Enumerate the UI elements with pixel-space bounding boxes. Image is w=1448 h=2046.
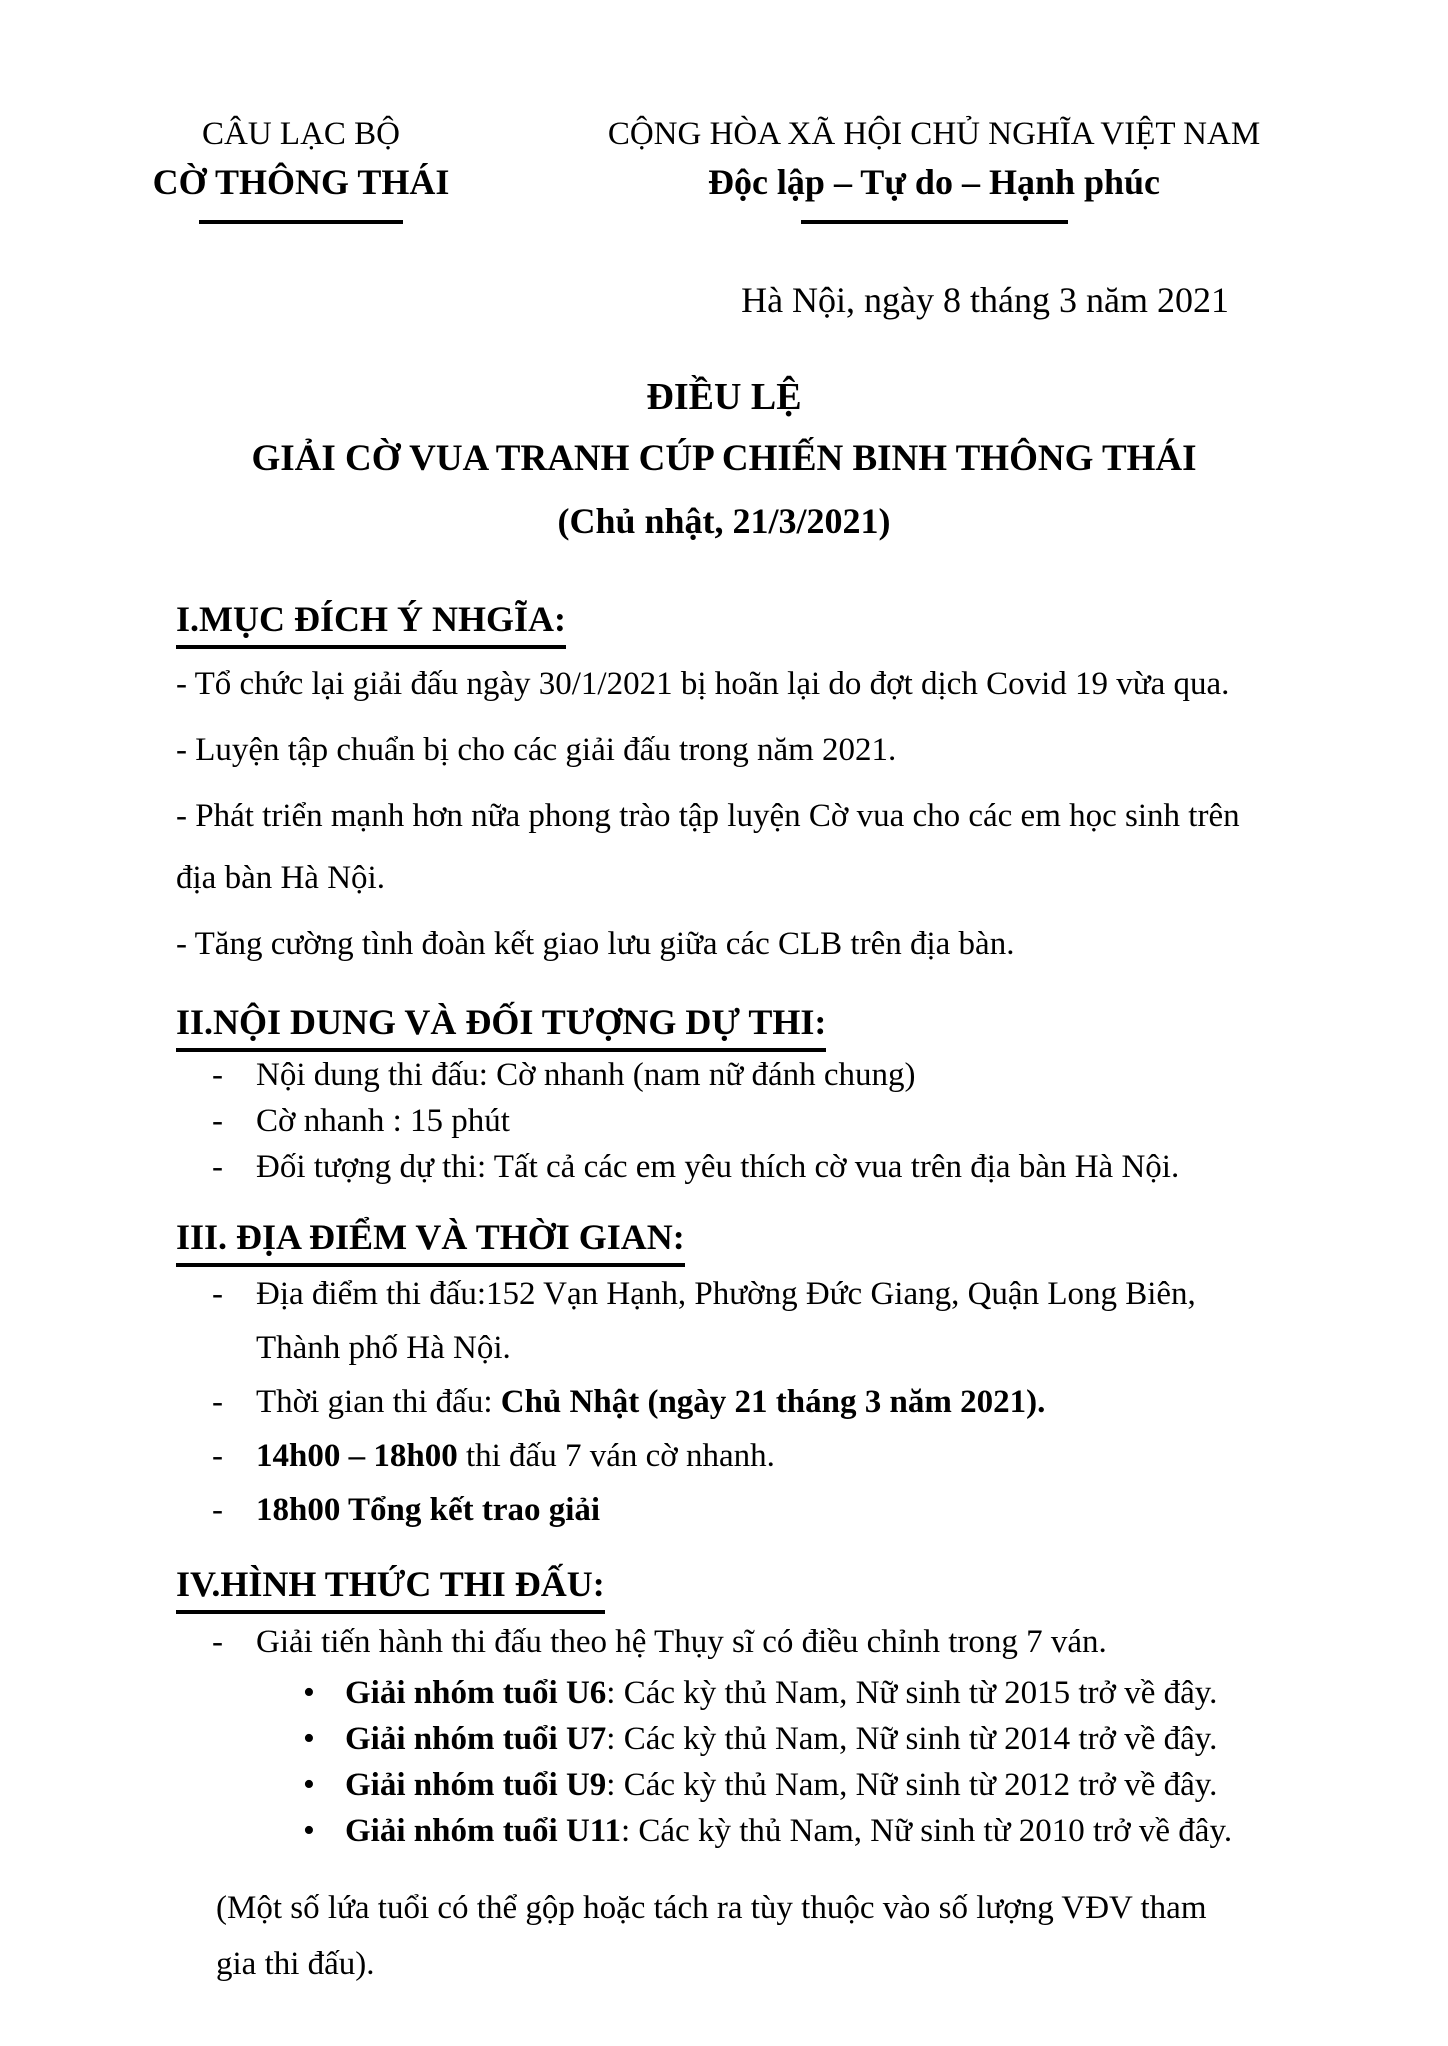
document-header bbox=[0, 0, 1448, 224]
text-run: - Luyện tập chuẩn bị cho các giải đấu trong năm 2021. bbox=[176, 732, 897, 768]
organization-name-line2: CỜ THÔNG THÁI bbox=[152, 162, 450, 202]
list-item bbox=[212, 1614, 1348, 1670]
text-run: : Các kỳ thủ Nam, Nữ sinh từ 2014 trở về đây. bbox=[606, 1721, 1218, 1757]
bullet-item-text bbox=[345, 1808, 1232, 1854]
bullet-list-item bbox=[303, 1808, 1348, 1854]
section-i-heading bbox=[176, 596, 1348, 649]
bold-text-run: 18h00 Tổng kết trao giải bbox=[256, 1492, 601, 1528]
section-iv-heading bbox=[176, 1561, 1348, 1614]
national-name-line: CỘNG HÒA XÃ HỘI CHỦ NGHĨA VIỆT NAM bbox=[607, 116, 1261, 152]
list-item bbox=[212, 1052, 1348, 1098]
bullet-item-text bbox=[345, 1670, 1217, 1716]
bold-text-run: 14h00 – 18h00 bbox=[256, 1438, 458, 1474]
list-item bbox=[212, 1144, 1348, 1190]
section-iv bbox=[176, 1561, 1348, 1854]
list-item bbox=[212, 1267, 1348, 1321]
text-run: Nội dung thi đấu: Cờ nhanh (nam nữ đánh chung) bbox=[256, 1057, 916, 1093]
text-run: - Tăng cường tình đoàn kết giao lưu giữa các CLB trên địa bàn. bbox=[176, 926, 1015, 962]
dash-marker: - bbox=[212, 1384, 223, 1420]
bullet-marker: • bbox=[303, 1812, 315, 1849]
paragraph-line bbox=[176, 847, 1348, 909]
list-item-text bbox=[256, 1144, 1179, 1190]
organization-underline-rule bbox=[199, 220, 403, 224]
section-iii-heading-text: III. ĐỊA ĐIỂM VÀ THỜI GIAN: bbox=[176, 1214, 685, 1267]
bullet-list-item bbox=[303, 1716, 1348, 1762]
dash-marker: - bbox=[212, 1492, 223, 1528]
footnote-line: (Một số lứa tuổi có thể gộp hoặc tách ra tùy thuộc vào số lượng VĐV tham bbox=[216, 1890, 1207, 1926]
list-item-text bbox=[256, 1098, 510, 1144]
list-item bbox=[212, 1375, 1348, 1429]
list-item-text bbox=[256, 1267, 1196, 1321]
title-block bbox=[0, 366, 1448, 552]
section-iv-heading-text: IV.HÌNH THỨC THI ĐẤU: bbox=[176, 1561, 605, 1614]
list-item-continuation bbox=[212, 1321, 1348, 1375]
section-ii-heading-text: II.NỘI DUNG VÀ ĐỐI TƯỢNG DỰ THI: bbox=[176, 999, 826, 1052]
bullet-item-text bbox=[345, 1762, 1217, 1808]
text-run: - Phát triển mạnh hơn nữa phong trào tập luyện Cờ vua cho các em học sinh trên bbox=[176, 798, 1240, 834]
dash-marker: - bbox=[212, 1438, 223, 1474]
dash-marker: - bbox=[212, 1057, 223, 1093]
dash-marker: - bbox=[212, 1149, 223, 1185]
text-run: Địa điểm thi đấu:152 Vạn Hạnh, Phường Đức Giang, Quận Long Biên, bbox=[256, 1276, 1196, 1312]
list-item bbox=[212, 1483, 1348, 1537]
text-run: Thời gian thi đấu: bbox=[256, 1384, 501, 1420]
organization-block bbox=[152, 112, 450, 224]
list-item bbox=[212, 1429, 1348, 1483]
tournament-date-subtitle: (Chủ nhật, 21/3/2021) bbox=[557, 501, 891, 541]
list-item-text bbox=[256, 1429, 775, 1483]
dash-marker: - bbox=[212, 1624, 223, 1660]
bullet-list-item bbox=[303, 1670, 1348, 1716]
paragraph-line bbox=[176, 653, 1348, 715]
text-run: : Các kỳ thủ Nam, Nữ sinh từ 2012 trở về đây. bbox=[606, 1767, 1218, 1803]
tournament-name-title: GIẢI CỜ VUA TRANH CÚP CHIẾN BINH THÔNG THÁI bbox=[251, 438, 1197, 479]
list-item-text bbox=[256, 1614, 1107, 1670]
bullet-marker: • bbox=[303, 1766, 315, 1803]
bullet-marker: • bbox=[303, 1674, 315, 1711]
bold-text-run: Chủ Nhật (ngày 21 tháng 3 năm 2021). bbox=[500, 1384, 1046, 1420]
text-run: : Các kỳ thủ Nam, Nữ sinh từ 2010 trở về đây. bbox=[620, 1813, 1233, 1849]
sections-container bbox=[176, 596, 1348, 1854]
bullet-list-item bbox=[303, 1762, 1348, 1808]
text-run: Thành phố Hà Nội. bbox=[256, 1330, 511, 1366]
text-run: - Tổ chức lại giải đấu ngày 30/1/2021 bị hoãn lại do đợt dịch Covid 19 vừa qua. bbox=[176, 666, 1230, 702]
bullet-marker: • bbox=[303, 1720, 315, 1757]
bold-text-run: Giải nhóm tuổi U6 bbox=[345, 1675, 607, 1711]
national-motto-line: Độc lập – Tự do – Hạnh phúc bbox=[707, 162, 1161, 202]
list-item-text bbox=[256, 1483, 600, 1537]
text-run: địa bàn Hà Nội. bbox=[176, 860, 385, 896]
organization-name-line1: CÂU LẠC BỘ bbox=[201, 116, 401, 152]
section-ii bbox=[176, 999, 1348, 1190]
place-date-line: Hà Nội, ngày 8 tháng 3 năm 2021 bbox=[741, 280, 1229, 320]
dash-marker: - bbox=[212, 1276, 223, 1312]
section-iii bbox=[176, 1214, 1348, 1537]
text-run: Giải tiến hành thi đấu theo hệ Thụy sĩ có điều chỉnh trong 7 ván. bbox=[256, 1624, 1107, 1660]
bold-text-run: Giải nhóm tuổi U9 bbox=[345, 1767, 607, 1803]
text-run: thi đấu 7 ván cờ nhanh. bbox=[457, 1438, 775, 1474]
section-i bbox=[176, 596, 1348, 975]
footnote bbox=[216, 1880, 1448, 1992]
text-run: : Các kỳ thủ Nam, Nữ sinh từ 2015 trở về đây. bbox=[606, 1675, 1218, 1711]
list-item-text bbox=[256, 1052, 915, 1098]
bold-text-run: Giải nhóm tuổi U11 bbox=[345, 1813, 621, 1849]
paragraph-line bbox=[176, 719, 1348, 781]
document-type-title: ĐIỀU LỆ bbox=[646, 376, 802, 418]
paragraph-line bbox=[176, 785, 1348, 847]
section-ii-heading bbox=[176, 999, 1348, 1052]
dash-marker: - bbox=[212, 1103, 223, 1139]
list-item bbox=[212, 1098, 1348, 1144]
section-iii-heading bbox=[176, 1214, 1348, 1267]
list-item-text bbox=[256, 1375, 1045, 1429]
list-item-text bbox=[256, 1321, 511, 1375]
text-run: Đối tượng dự thi: Tất cả các em yêu thích cờ vua trên địa bàn Hà Nội. bbox=[256, 1149, 1180, 1185]
bold-text-run: Giải nhóm tuổi U7 bbox=[345, 1721, 607, 1757]
paragraph-line bbox=[176, 913, 1348, 975]
national-motto-block bbox=[594, 112, 1274, 224]
footnote-line: gia thi đấu). bbox=[216, 1946, 375, 1982]
bullet-item-text bbox=[345, 1716, 1217, 1762]
section-i-heading-text: I.MỤC ĐÍCH Ý NHGĨA: bbox=[176, 596, 566, 649]
text-run: Cờ nhanh : 15 phút bbox=[256, 1103, 510, 1139]
motto-underline-rule bbox=[801, 220, 1068, 224]
